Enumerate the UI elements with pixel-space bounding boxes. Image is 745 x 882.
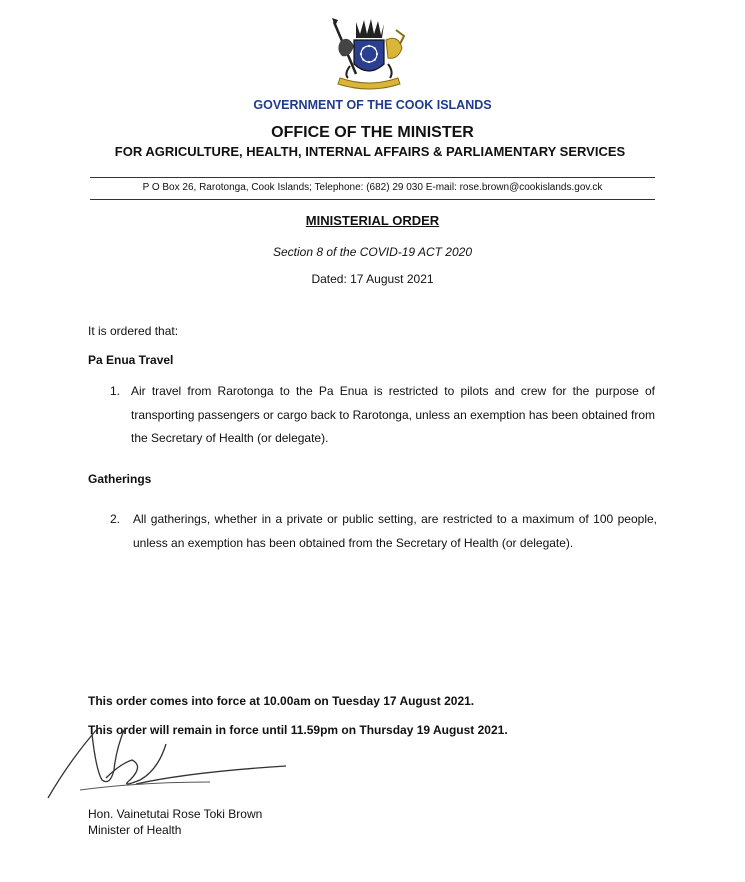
signatory-block xyxy=(88,806,262,838)
section-heading-travel: Pa Enua Travel xyxy=(88,353,174,367)
government-heading: GOVERNMENT OF THE COOK ISLANDS xyxy=(253,98,492,112)
handwritten-signature xyxy=(40,720,300,810)
clause-number: 1. xyxy=(110,384,121,398)
contact-line: P O Box 26, Rarotonga, Cook Islands; Telephone: (682) 29 030 E-mail: rose.brown@cookislands.gov.ck xyxy=(142,182,603,193)
clause-number: 2. xyxy=(110,512,121,526)
order-title: MINISTERIAL ORDER xyxy=(305,213,440,228)
office-heading: OFFICE OF THE MINISTER xyxy=(271,124,474,141)
signatory-name: Hon. Vainetutai Rose Toki Brown xyxy=(88,807,263,821)
coat-of-arms-icon xyxy=(326,14,412,94)
header-rule-bottom xyxy=(90,199,655,200)
expiry-text: This order will remain in force until 11.59pm on Thursday 19 August 2021. xyxy=(88,723,508,737)
signatory-title: Minister of Health xyxy=(88,823,182,837)
legal-section: Section 8 of the COVID-19 ACT 2020 xyxy=(273,245,472,259)
commencement-text: This order comes into force at 10.00am on Tuesday 17 August 2021. xyxy=(88,694,475,708)
header-rule-top xyxy=(90,177,655,178)
order-date: Dated: 17 August 2021 xyxy=(311,272,434,286)
intro-text: It is ordered that: xyxy=(88,324,179,338)
clause-text: Air travel from Rarotonga to the Pa Enua is restricted to pilots and crew for the purpose of transporting passengers or cargo back to Rarotonga, unless an exemption has been obtained from the Secretary of Health (or delegate). xyxy=(131,384,655,445)
clause-text: All gatherings, whether in a private or public setting, are restricted to a maximum of 100 people, unless an exemption has been obtained from the Secretary of Health (or delegate). xyxy=(133,512,657,550)
section-heading-gatherings: Gatherings xyxy=(88,472,152,486)
portfolio-heading: FOR AGRICULTURE, HEALTH, INTERNAL AFFAIRS & PARLIAMENTARY SERVICES xyxy=(114,144,626,159)
